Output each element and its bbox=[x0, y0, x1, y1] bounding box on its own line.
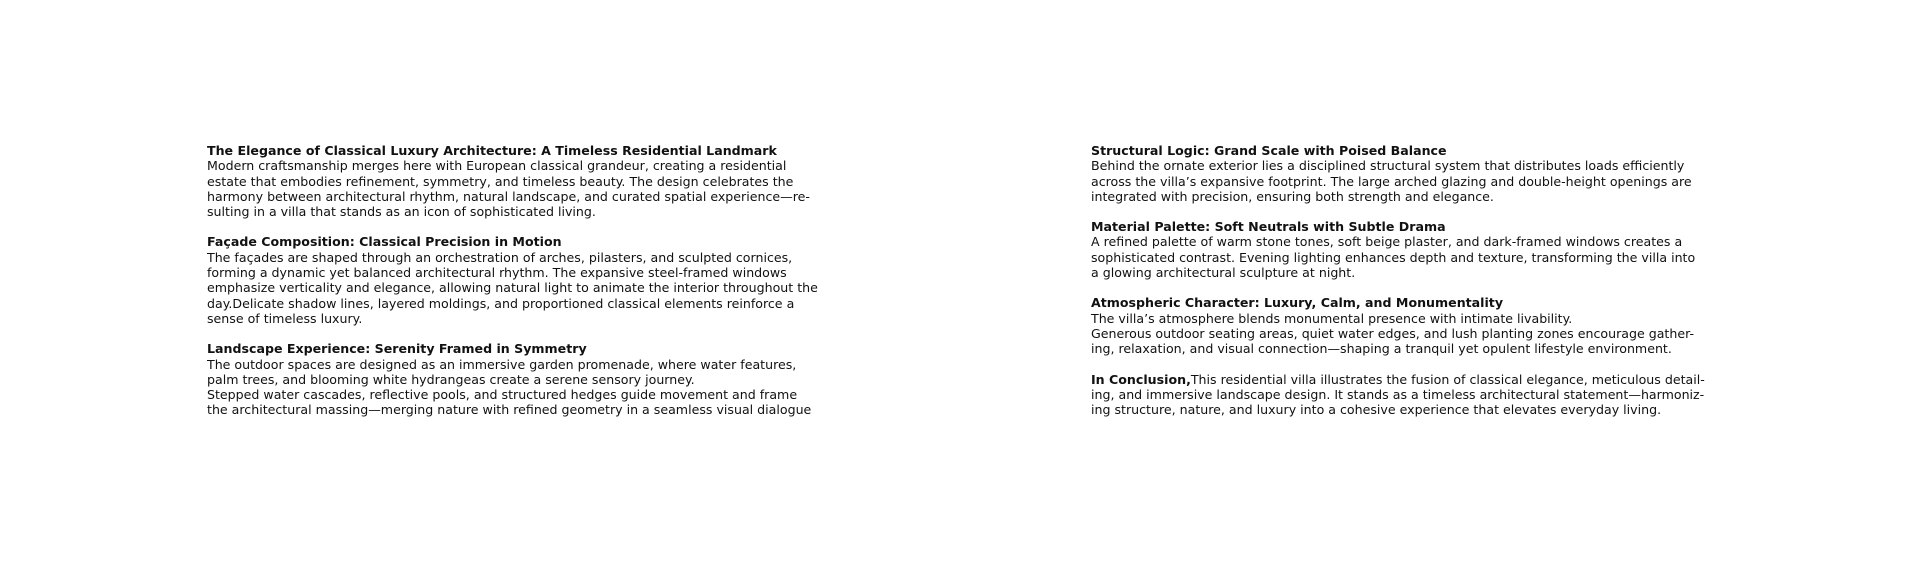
paragraph-line: sulting in a villa that stands as an icon of sophisticated living. bbox=[207, 204, 596, 220]
paragraph-line: emphasize verticality and elegance, allowing natural light to animate the interior throughout the bbox=[207, 280, 818, 296]
section-elegance bbox=[207, 143, 867, 219]
section-heading: Landscape Experience: Serenity Framed in Symmetry bbox=[207, 341, 587, 357]
paragraph-line: sense of timeless luxury. bbox=[207, 310, 363, 326]
paragraph-line: sophisticated contrast. Evening lighting enhances depth and texture, transforming the villa into bbox=[1091, 249, 1696, 265]
paragraph-line: ing, and immersive landscape design. It stands as a timeless architectural statement—harmoniz- bbox=[1091, 386, 1705, 402]
paragraph-line: forming a dynamic yet balanced architectural rhythm. The expansive steel-framed windows bbox=[207, 265, 787, 281]
section-heading: Atmospheric Character: Luxury, Calm, and Monumentality bbox=[1091, 295, 1504, 311]
paragraph-line: Behind the ornate exterior lies a disciplined structural system that distributes loads efficiently bbox=[1091, 158, 1685, 174]
paragraph-line: ing structure, nature, and luxury into a cohesive experience that elevates everyday living. bbox=[1091, 402, 1662, 418]
paragraph-line: palm trees, and blooming white hydrangeas create a serene sensory journey. bbox=[207, 371, 695, 387]
paragraph-line: the architectural massing—merging nature with refined geometry in a seamless visual dialogue bbox=[207, 402, 812, 418]
conclusion-first-line bbox=[1091, 372, 1751, 387]
section-conclusion bbox=[1091, 372, 1751, 418]
section-facade bbox=[207, 234, 867, 326]
section-heading: Structural Logic: Grand Scale with Poised Balance bbox=[1091, 143, 1447, 158]
paragraph-line: a glowing architectural sculpture at night. bbox=[1091, 265, 1356, 281]
paragraph-line: harmony between architectural rhythm, natural landscape, and curated spatial experience—re- bbox=[207, 188, 810, 204]
conclusion-text: This residential villa illustrates the fusion of classical elegance, meticulous detail- bbox=[1190, 371, 1705, 387]
left-text-column bbox=[207, 143, 867, 433]
paragraph-line: day.Delicate shadow lines, layered moldings, and proportioned classical elements reinforce a bbox=[207, 295, 795, 311]
paragraph-line: The villa’s atmosphere blends monumental presence with intimate livability. bbox=[1091, 310, 1573, 326]
paragraph-line: ing, relaxation, and visual connection—shaping a tranquil yet opulent lifestyle environment. bbox=[1091, 341, 1672, 357]
paragraph-line: integrated with precision, ensuring both strength and elegance. bbox=[1091, 188, 1494, 204]
paragraph-line: The façades are shaped through an orchestration of arches, pilasters, and sculpted cornices, bbox=[207, 249, 793, 265]
paragraph-line: The outdoor spaces are designed as an immersive garden promenade, where water features, bbox=[207, 356, 797, 372]
paragraph-line: Generous outdoor seating areas, quiet water edges, and lush planting zones encourage gather- bbox=[1091, 325, 1695, 341]
section-structural bbox=[1091, 143, 1751, 204]
section-heading: Façade Composition: Classical Precision in Motion bbox=[207, 234, 562, 250]
paragraph-line: estate that embodies refinement, symmetry, and timeless beauty. The design celebrates the bbox=[207, 173, 794, 189]
section-heading: The Elegance of Classical Luxury Architecture: A Timeless Residential Landmark bbox=[207, 143, 777, 158]
paragraph-line: A refined palette of warm stone tones, soft beige plaster, and dark-framed windows creates a bbox=[1091, 234, 1683, 250]
paragraph-line: Modern craftsmanship merges here with European classical grandeur, creating a residential bbox=[207, 158, 787, 174]
section-landscape bbox=[207, 341, 867, 417]
paragraph-line: across the villa’s expansive footprint. The large arched glazing and double-height openings are bbox=[1091, 173, 1692, 189]
section-heading: Material Palette: Soft Neutrals with Subtle Drama bbox=[1091, 219, 1446, 235]
conclusion-lead: In Conclusion, bbox=[1091, 371, 1191, 387]
paragraph-line: Stepped water cascades, reflective pools, and structured hedges guide movement and frame bbox=[207, 387, 798, 403]
right-text-column bbox=[1091, 143, 1751, 432]
section-atmospheric bbox=[1091, 295, 1751, 356]
section-material bbox=[1091, 219, 1751, 280]
